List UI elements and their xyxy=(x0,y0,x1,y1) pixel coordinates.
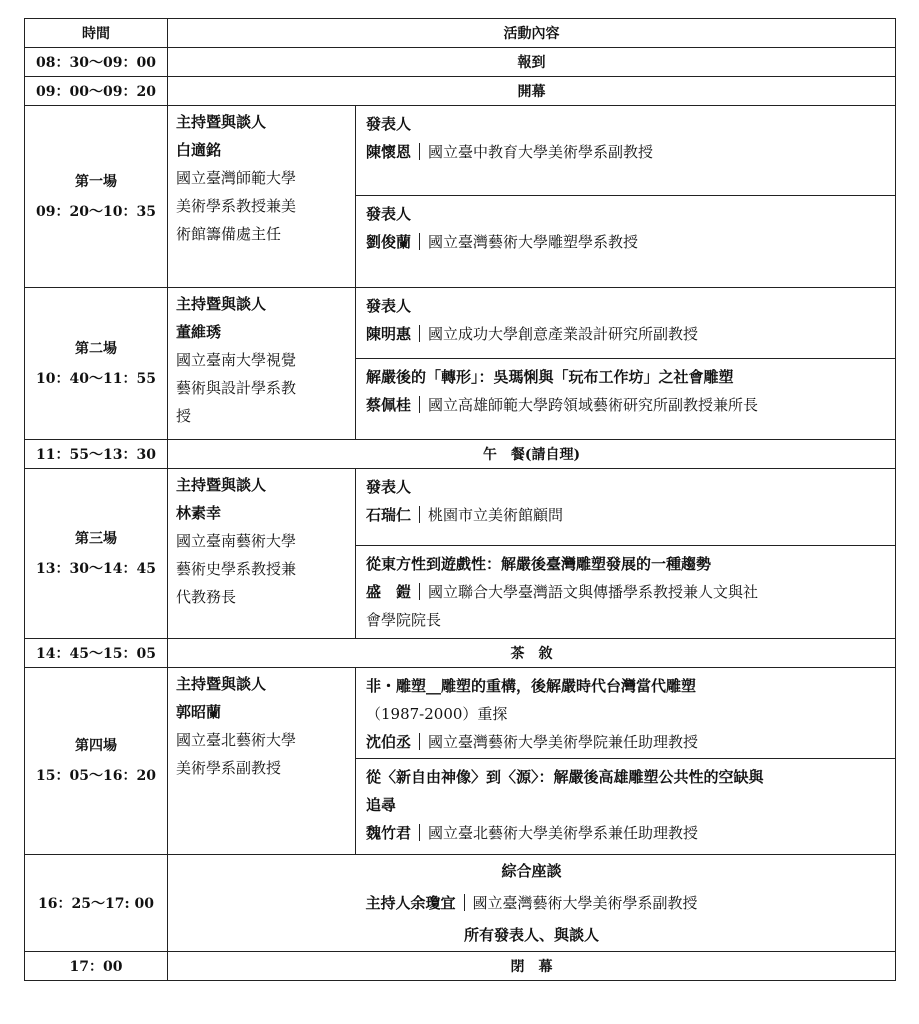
presenter-affiliation-cont: 會學院院長 xyxy=(366,611,442,629)
session-time: 10：40～11：55 xyxy=(36,370,156,387)
row-time: 09：00～09：20 xyxy=(25,77,168,106)
presentation-title: 發表人 xyxy=(366,478,412,496)
separator xyxy=(419,325,420,342)
presenter-name: 沈伯丞 xyxy=(366,733,412,751)
presentation-title: 非・雕塑__雕塑的重構，後解嚴時代台灣當代雕塑 xyxy=(366,677,697,695)
presenter-affiliation: 國立成功大學創意產業設計研究所副教授 xyxy=(428,325,699,343)
session-row xyxy=(25,668,896,855)
moderator-affiliation: 術館籌備處主任 xyxy=(176,225,282,243)
schedule-table xyxy=(24,18,896,981)
presentation xyxy=(356,195,895,286)
moderator-affiliation: 藝術史學系教授兼 xyxy=(176,560,297,578)
table-row xyxy=(25,77,896,106)
separator xyxy=(419,733,420,750)
forum-title: 綜合座談 xyxy=(501,862,562,880)
header-content: 活動內容 xyxy=(168,19,896,48)
presenter-affiliation: 國立臺中教育大學美術學系副教授 xyxy=(428,143,654,161)
moderator-affiliation: 藝術與設計學系教 xyxy=(176,379,297,397)
moderator-cell xyxy=(168,288,356,440)
moderator-name: 白適銘 xyxy=(176,141,222,159)
presenter-name: 陳明惠 xyxy=(366,325,412,343)
moderator-title: 主持暨與談人 xyxy=(176,675,267,693)
presenter-affiliation: 國立臺灣藝術大學美術學院兼任助理教授 xyxy=(428,733,699,751)
presenter-affiliation: 桃園市立美術館顧問 xyxy=(428,506,564,524)
presentation-title-cont: 追尋 xyxy=(366,796,397,814)
moderator-affiliation: 國立臺北藝術大學 xyxy=(176,731,297,749)
forum-participants: 所有發表人、與談人 xyxy=(463,926,599,944)
session-time-cell xyxy=(25,288,168,440)
moderator-cell xyxy=(168,106,356,288)
closing-row xyxy=(25,952,896,981)
separator xyxy=(419,506,420,523)
presentations-cell xyxy=(356,469,896,639)
presentation xyxy=(356,758,895,853)
row-time: 17：00 xyxy=(25,952,168,981)
moderator-cell xyxy=(168,469,356,639)
separator xyxy=(419,233,420,250)
presentation xyxy=(356,545,895,637)
header-time: 時間 xyxy=(25,19,168,48)
presentation xyxy=(356,106,895,195)
moderator-cell xyxy=(168,668,356,855)
presenter-affiliation: 國立臺灣藝術大學雕塑學系教授 xyxy=(428,233,639,251)
moderator-title: 主持暨與談人 xyxy=(176,476,267,494)
session-time: 13：30～14：45 xyxy=(36,560,156,577)
session-row xyxy=(25,106,896,288)
session-time: 09：20～10：35 xyxy=(36,203,156,220)
forum-host: 主持人余瓊宜 xyxy=(365,894,456,912)
row-label: 開幕 xyxy=(168,77,896,106)
row-time: 16：25～17: 00 xyxy=(25,855,168,952)
presenter-affiliation: 國立臺北藝術大學美術學系兼任助理教授 xyxy=(428,824,699,842)
presenter-name: 盛 鎧 xyxy=(366,583,412,601)
presenter-name: 劉俊蘭 xyxy=(366,233,412,251)
presentation-title-cont: （1987-2000）重探 xyxy=(366,705,508,723)
session-time-cell xyxy=(25,106,168,288)
row-label: 報到 xyxy=(168,48,896,77)
moderator-affiliation: 國立臺南大學視覺 xyxy=(176,351,297,369)
header-row xyxy=(25,19,896,48)
separator xyxy=(419,583,420,600)
presenter-name: 蔡佩桂 xyxy=(366,396,412,414)
moderator-affiliation: 國立臺灣師範大學 xyxy=(176,169,297,187)
separator xyxy=(419,824,420,841)
moderator-affiliation: 代教務長 xyxy=(176,588,237,606)
forum-row xyxy=(25,855,896,952)
moderator-name: 林素幸 xyxy=(176,504,222,522)
presentations-cell xyxy=(356,106,896,288)
session-time-cell xyxy=(25,668,168,855)
moderator-name: 董維琇 xyxy=(176,323,222,341)
presentation-title: 從東方性到遊戲性：解嚴後臺灣雕塑發展的一種趨勢 xyxy=(366,555,712,573)
forum-cell xyxy=(168,855,896,952)
presenter-name: 魏竹君 xyxy=(366,824,412,842)
separator xyxy=(464,894,465,911)
row-label: 午 餐(請自理) xyxy=(168,440,896,469)
session-name: 第二場 xyxy=(75,340,117,357)
session-name: 第四場 xyxy=(75,738,117,754)
moderator-affiliation: 授 xyxy=(176,407,192,425)
table-row xyxy=(25,48,896,77)
row-label: 閉 幕 xyxy=(168,952,896,981)
session-name: 第一場 xyxy=(75,173,117,190)
presentation-title: 發表人 xyxy=(366,205,412,223)
presenter-affiliation: 國立高雄師範大學跨領域藝術研究所副教授兼所長 xyxy=(428,396,759,414)
separator xyxy=(419,396,420,413)
presenter-affiliation: 國立聯合大學臺灣語文與傳播學系教授兼人文與社 xyxy=(428,583,759,601)
session-name: 第三場 xyxy=(75,530,117,547)
row-time: 11：55～13：30 xyxy=(25,440,168,469)
presentation xyxy=(356,668,895,758)
presentations-cell xyxy=(356,668,896,855)
presentation xyxy=(356,288,895,358)
moderator-affiliation: 國立臺南藝術大學 xyxy=(176,532,297,550)
row-time: 14：45～15：05 xyxy=(25,639,168,668)
moderator-title: 主持暨與談人 xyxy=(176,295,267,313)
moderator-affiliation: 美術學系教授兼美 xyxy=(176,197,297,215)
lunch-row xyxy=(25,440,896,469)
moderator-affiliation: 美術學系副教授 xyxy=(176,759,282,777)
presentation xyxy=(356,358,895,438)
row-label: 茶 敘 xyxy=(168,639,896,668)
session-time-cell xyxy=(25,469,168,639)
presentation-title: 發表人 xyxy=(366,115,412,133)
moderator-name: 郭昭蘭 xyxy=(176,703,222,721)
row-time: 08：30～09：00 xyxy=(25,48,168,77)
presentation-title: 發表人 xyxy=(366,297,412,315)
presentations-cell xyxy=(356,288,896,440)
presentation-title: 從〈新自由神像〉到〈源〉：解嚴後高雄雕塑公共性的空缺與 xyxy=(366,768,764,786)
separator xyxy=(419,143,420,160)
session-row xyxy=(25,469,896,639)
session-time: 15：05～16：20 xyxy=(36,768,156,784)
forum-host-affiliation: 國立臺灣藝術大學美術學系副教授 xyxy=(472,894,698,912)
presentation xyxy=(356,469,895,545)
tea-row xyxy=(25,639,896,668)
moderator-title: 主持暨與談人 xyxy=(176,113,267,131)
presentation-title: 解嚴後的「轉形」：吳瑪悧與「玩布工作坊」之社會雕塑 xyxy=(366,368,734,386)
presenter-name: 石瑞仁 xyxy=(366,506,412,524)
presenter-name: 陳懷恩 xyxy=(366,143,412,161)
session-row xyxy=(25,288,896,440)
